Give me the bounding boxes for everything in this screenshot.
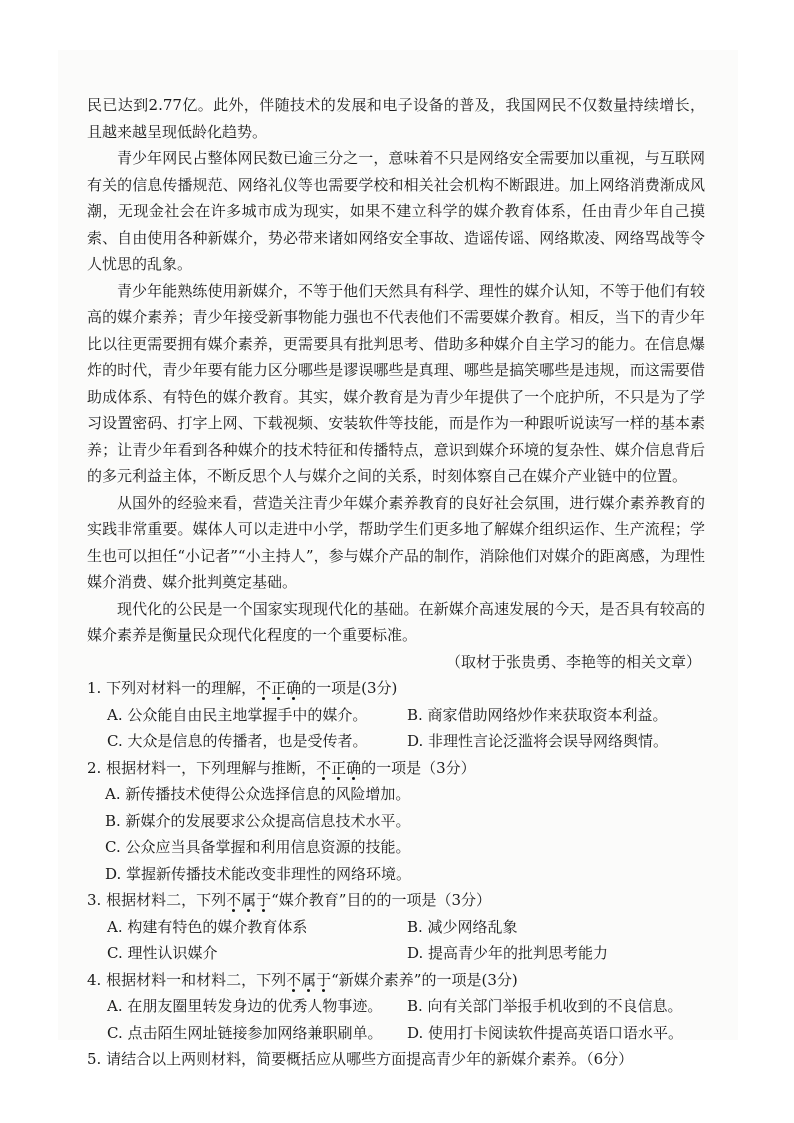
material-paragraph-5: 现代化的公民是一个国家实现现代化的基础。在新媒介高速发展的今天，是否具有较高的媒介素养是衡量民众现代化程度的一个重要标准。 (87, 599, 705, 644)
option-a: A. 新传播技术使得公众选择信息的风险增加。 (105, 785, 411, 803)
option-b: B. 向有关部门举报手机收到的不良信息。 (407, 997, 683, 1015)
emphasis-char: 不 (256, 679, 272, 697)
emphasis-char: 不 (226, 891, 242, 909)
option-b: B. 减少网络乱象 (407, 917, 518, 936)
material-paragraph-4: 从国外的经验来看，营造关注青少年媒介素养教育的良好社会氛围，进行媒介素养教育的实践非常重要。媒体人可以走进中小学，帮助学生们更多地了解媒介组织运作、生产流程；学生也可以担任“小记者”“小主持人”，参与媒介产品的制作，消除他们对媒介的距离感，为理性媒介消费、媒介批判奠定基础。 (87, 493, 705, 591)
exam-content (87, 92, 705, 1073)
option-a: A. 公众能自由民主地掌握手中的媒介。 (107, 705, 368, 724)
emphasis-char: 属 (301, 970, 317, 989)
option-a: A. 在朋友圈里转发身边的优秀人物事迹。 (107, 997, 383, 1015)
question-1 (87, 675, 705, 755)
option-d: D. 非理性言论泛滥将会误导网络舆情。 (407, 732, 669, 750)
option-d: D. 提高青少年的批判思考能力 (407, 944, 609, 962)
question-4-stem: 4. 根据材料一和材料二，下列不属于“新媒介素养”的一项是(3分) (87, 970, 518, 989)
option-d: D. 掌握新传播技术能改变非理性的网络环境。 (105, 864, 412, 883)
emphasis-char: 于 (256, 891, 272, 909)
question-5 (87, 1046, 705, 1073)
emphasis-char: 确 (286, 679, 302, 697)
option-b: B. 新媒介的发展要求公众提高信息技术水平。 (105, 811, 411, 830)
emphasis-char: 于 (316, 970, 332, 989)
source-citation: （取材于张贵勇、李艳等的相关文章） (445, 652, 701, 671)
material-paragraph-1: 民已达到2.77亿。此外，伴随技术的发展和电子设备的普及，我国网民不仅数量持续增长，且越来越呈现低龄化趋势。 (87, 96, 705, 141)
option-d: D. 使用打卡阅读软件提高英语口语水平。 (407, 1023, 684, 1042)
question-2-stem: 2. 根据材料一，下列理解与推断，不正确的一项是（3分） (87, 758, 476, 777)
option-c: C. 大众是信息的传播者，也是受传者。 (107, 732, 368, 750)
emphasis-char: 不 (286, 970, 302, 989)
material-paragraph-2: 青少年网民占整体网民数已逾三分之一，意味着不只是网络安全需要加以重视，与互联网有关的信息传播规范、网络礼仪等也需要学校和相关社会机构不断跟进。加上网络消费渐成风潮，无现金社会在许多城市成为现实，如果不建立科学的媒介教育体系，任由青少年自己摸索、自由使用各种新媒介，势必带来诸如网络安全事故、造谣传谣、网络欺凌、网络骂战等令人忧思的乱象。 (87, 149, 705, 273)
option-c: C. 点击陌生网址链接参加网络兼职刷单。 (107, 1023, 383, 1042)
question-1-options (87, 702, 705, 755)
question-5-stem: 5. 请结合以上两则材料，简要概括应从哪些方面提高青少年的新媒介素养。（6分） (87, 1050, 634, 1068)
emphasis-char: 不 (316, 758, 332, 777)
emphasis-char: 确 (346, 758, 362, 777)
option-c: C. 理性认识媒介 (107, 944, 218, 962)
option-a: A. 构建有特色的媒介教育体系 (107, 917, 308, 936)
emphasis-char: 属 (241, 891, 257, 909)
question-3 (87, 887, 705, 967)
question-1-stem: 1. 下列对材料一的理解，不正确的一项是(3分) (87, 679, 398, 697)
option-c: C. 公众应当具备掌握和利用信息资源的技能。 (105, 838, 411, 856)
material-paragraph-3: 青少年能熟练使用新媒介，不等于他们天然具有科学、理性的媒介认知，不等于他们有较高的媒介素养；青少年接受新事物能力强也不代表他们不需要媒介教育。相反，当下的青少年比以往更需要拥有媒介素养，更需要具有批判思考、借助多种媒介自主学习的能力。在信息爆炸的时代，青少年要有能力区分哪些是谬误哪些是真理、哪些是搞笑哪些是违规，而这需要借助成体系、有特色的媒介教育。其实，媒介教育是为青少年提供了一个庇护所，不只是为了学习设置密码、打字上网、下载视频、安装软件等技能，而是作为一种跟听说读写一样的基本素养；让青少年看到各种媒介的技术特征和传播特点，意识到媒介环境的复杂性、媒介信息背后的多元利益主体，不断反思个人与媒介之间的关系，时刻体察自己在媒介产业链中的位置。 (87, 281, 705, 485)
question-4 (87, 967, 705, 1047)
emphasis-char: 正 (331, 758, 347, 777)
question-3-options (87, 914, 705, 967)
option-b: B. 商家借助网络炒作来获取资本利益。 (407, 705, 668, 724)
question-2 (87, 755, 705, 888)
question-3-stem: 3. 根据材料二，下列不属于“媒介教育”目的的一项是（3分） (87, 891, 492, 909)
emphasis-char: 正 (271, 679, 287, 697)
question-4-options (87, 993, 705, 1046)
question-2-options (87, 781, 705, 887)
